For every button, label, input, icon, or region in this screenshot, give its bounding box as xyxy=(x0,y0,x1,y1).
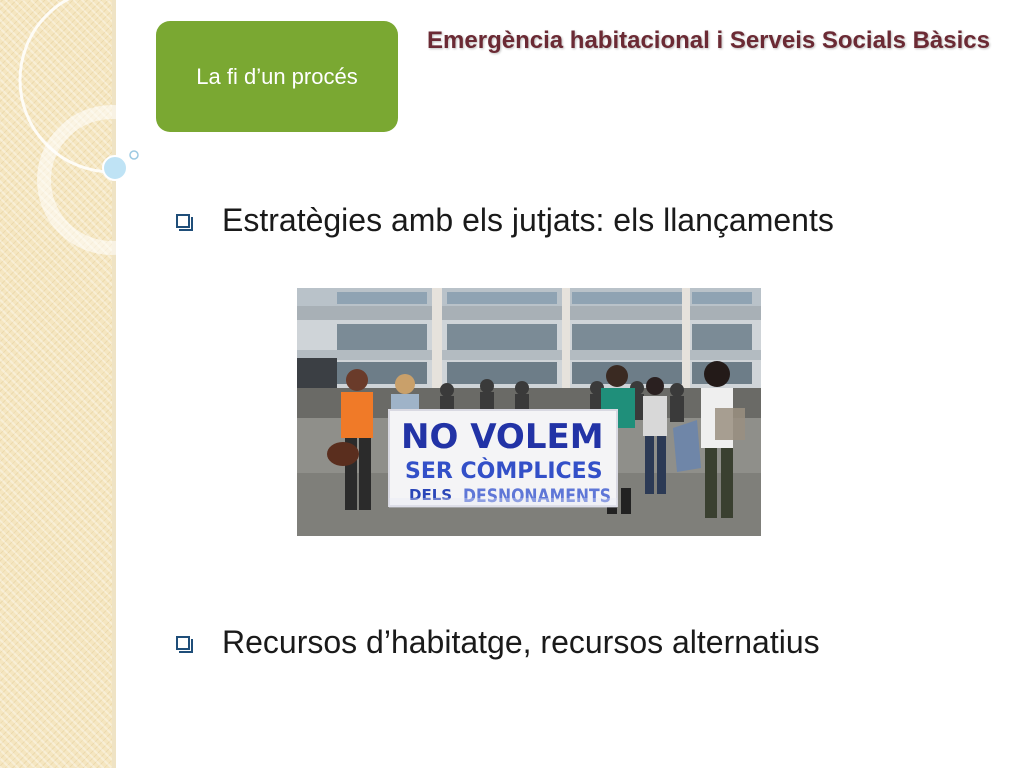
bullet-item xyxy=(176,202,834,239)
banner-line-2: SER CÒMPLICES xyxy=(405,459,603,484)
section-tag xyxy=(156,21,398,132)
checkbox-bullet-icon xyxy=(176,636,190,650)
bullet-text: Estratègies amb els jutjats: els llançaments xyxy=(222,202,834,238)
checkbox-bullet-icon xyxy=(176,214,190,228)
section-tag-label: La fi d’un procés xyxy=(196,63,358,89)
bullet-text: Recursos d’habitatge, recursos alternatius xyxy=(222,624,820,660)
banner-line-3: DELS xyxy=(409,486,453,504)
protest-photo xyxy=(297,288,761,536)
banner-line-1: NO VOLEM xyxy=(401,417,604,457)
bullet-item xyxy=(176,624,820,661)
page-title: Emergència habitacional i Serveis Socials Bàsics xyxy=(427,27,990,54)
protest-photo-illustration xyxy=(297,288,761,536)
decorative-rings xyxy=(0,0,160,260)
banner-line-4: DESNONAMENTS xyxy=(463,485,611,507)
